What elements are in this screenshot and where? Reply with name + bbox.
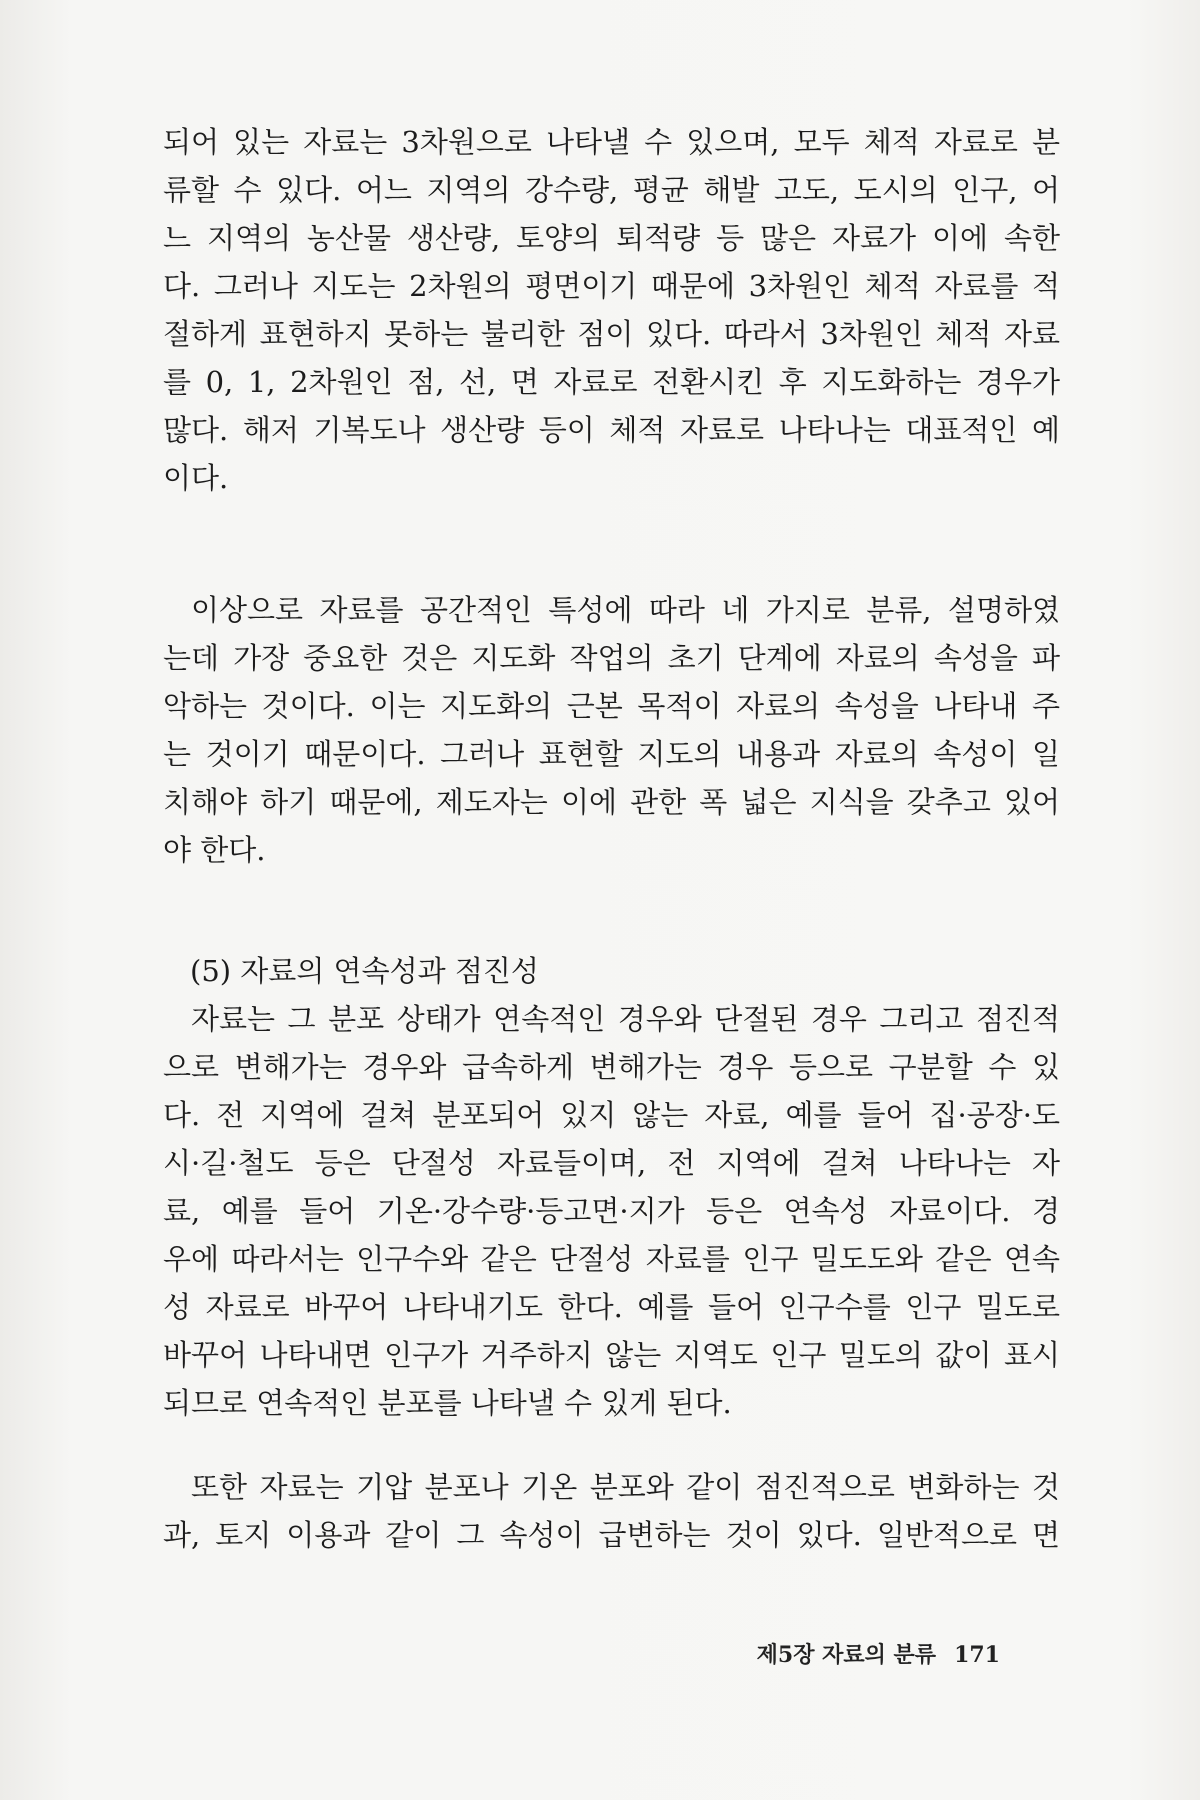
text-line: 으로 변해가는 경우와 급속하게 변해가는 경우 등으로 구분할 수 있 xyxy=(163,1050,1060,1084)
text-line: 우에 따라서는 인구수와 같은 단절성 자료를 인구 밀도도와 같은 연속 xyxy=(163,1242,1060,1276)
page-number: 171 xyxy=(954,1642,1000,1668)
text-line: 바꾸어 나타내면 인구가 거주하지 않는 지역도 인구 밀도의 값이 표시 xyxy=(163,1338,1060,1372)
chapter-title: 제5장 자료의 분류 xyxy=(756,1642,937,1668)
text-line: 이상으로 자료를 공간적인 특성에 따라 네 가지로 분류, 설명하였 xyxy=(191,593,1060,627)
paragraph-gradualness xyxy=(163,1463,1060,1559)
text-line: 또한 자료는 기압 분포나 기온 분포와 같이 점진적으로 변화하는 것 xyxy=(191,1470,1060,1504)
text-line: 료, 예를 들어 기온·강수량·등고면·지가 등은 연속성 자료이다. 경 xyxy=(163,1194,1060,1228)
text-line: 자료는 그 분포 상태가 연속적인 경우와 단절된 경우 그리고 점진적 xyxy=(191,1002,1060,1036)
page-footer xyxy=(0,1640,1000,1670)
text-line: 과, 토지 이용과 같이 그 속성이 급변하는 것이 있다. 일반적으로 면 xyxy=(163,1518,1060,1552)
text-line: 를 0, 1, 2차원인 점, 선, 면 자료로 전환시킨 후 지도화하는 경우가 xyxy=(163,365,1060,399)
text-line: 다. 전 지역에 걸쳐 분포되어 있지 않는 자료, 예를 들어 집·공장·도 xyxy=(163,1098,1060,1132)
text-line: 치해야 하기 때문에, 제도자는 이에 관한 폭 넓은 지식을 갖추고 있어 xyxy=(163,785,1060,819)
paragraph-continuity xyxy=(163,995,1060,1427)
text-line: 류할 수 있다. 어느 지역의 강수량, 평균 해발 고도, 도시의 인구, 어 xyxy=(163,173,1060,207)
text-line: 성 자료로 바꾸어 나타내기도 한다. 예를 들어 인구수를 인구 밀도로 xyxy=(163,1290,1060,1324)
paragraph-summary xyxy=(163,586,1060,874)
text-line: 되어 있는 자료는 3차원으로 나타낼 수 있으며, 모두 체적 자료로 분 xyxy=(163,125,1060,159)
text-line: 이다. xyxy=(163,461,229,495)
paragraph-volume-data xyxy=(163,118,1060,502)
text-line: 야 한다. xyxy=(163,833,266,867)
text-line: 느 지역의 농산물 생산량, 토양의 퇴적량 등 많은 자료가 이에 속한 xyxy=(163,221,1060,255)
section-heading: (5) 자료의 연속성과 점진성 xyxy=(190,954,539,988)
text-line: 악하는 것이다. 이는 지도화의 근본 목적이 자료의 속성을 나타내 주 xyxy=(163,689,1060,723)
text-line: 되므로 연속적인 분포를 나타낼 수 있게 된다. xyxy=(163,1386,732,1420)
text-line: 시·길·철도 등은 단절성 자료들이며, 전 지역에 걸쳐 나타나는 자 xyxy=(163,1146,1060,1180)
text-line: 는데 가장 중요한 것은 지도화 작업의 초기 단계에 자료의 속성을 파 xyxy=(163,641,1060,675)
text-line: 절하게 표현하지 못하는 불리한 점이 있다. 따라서 3차원인 체적 자료 xyxy=(163,317,1060,351)
text-line: 다. 그러나 지도는 2차원의 평면이기 때문에 3차원인 체적 자료를 적 xyxy=(163,269,1060,303)
text-line: 는 것이기 때문이다. 그러나 표현할 지도의 내용과 자료의 속성이 일 xyxy=(163,737,1060,771)
text-line: 많다. 해저 기복도나 생산량 등이 체적 자료로 나타나는 대표적인 예 xyxy=(163,413,1060,447)
